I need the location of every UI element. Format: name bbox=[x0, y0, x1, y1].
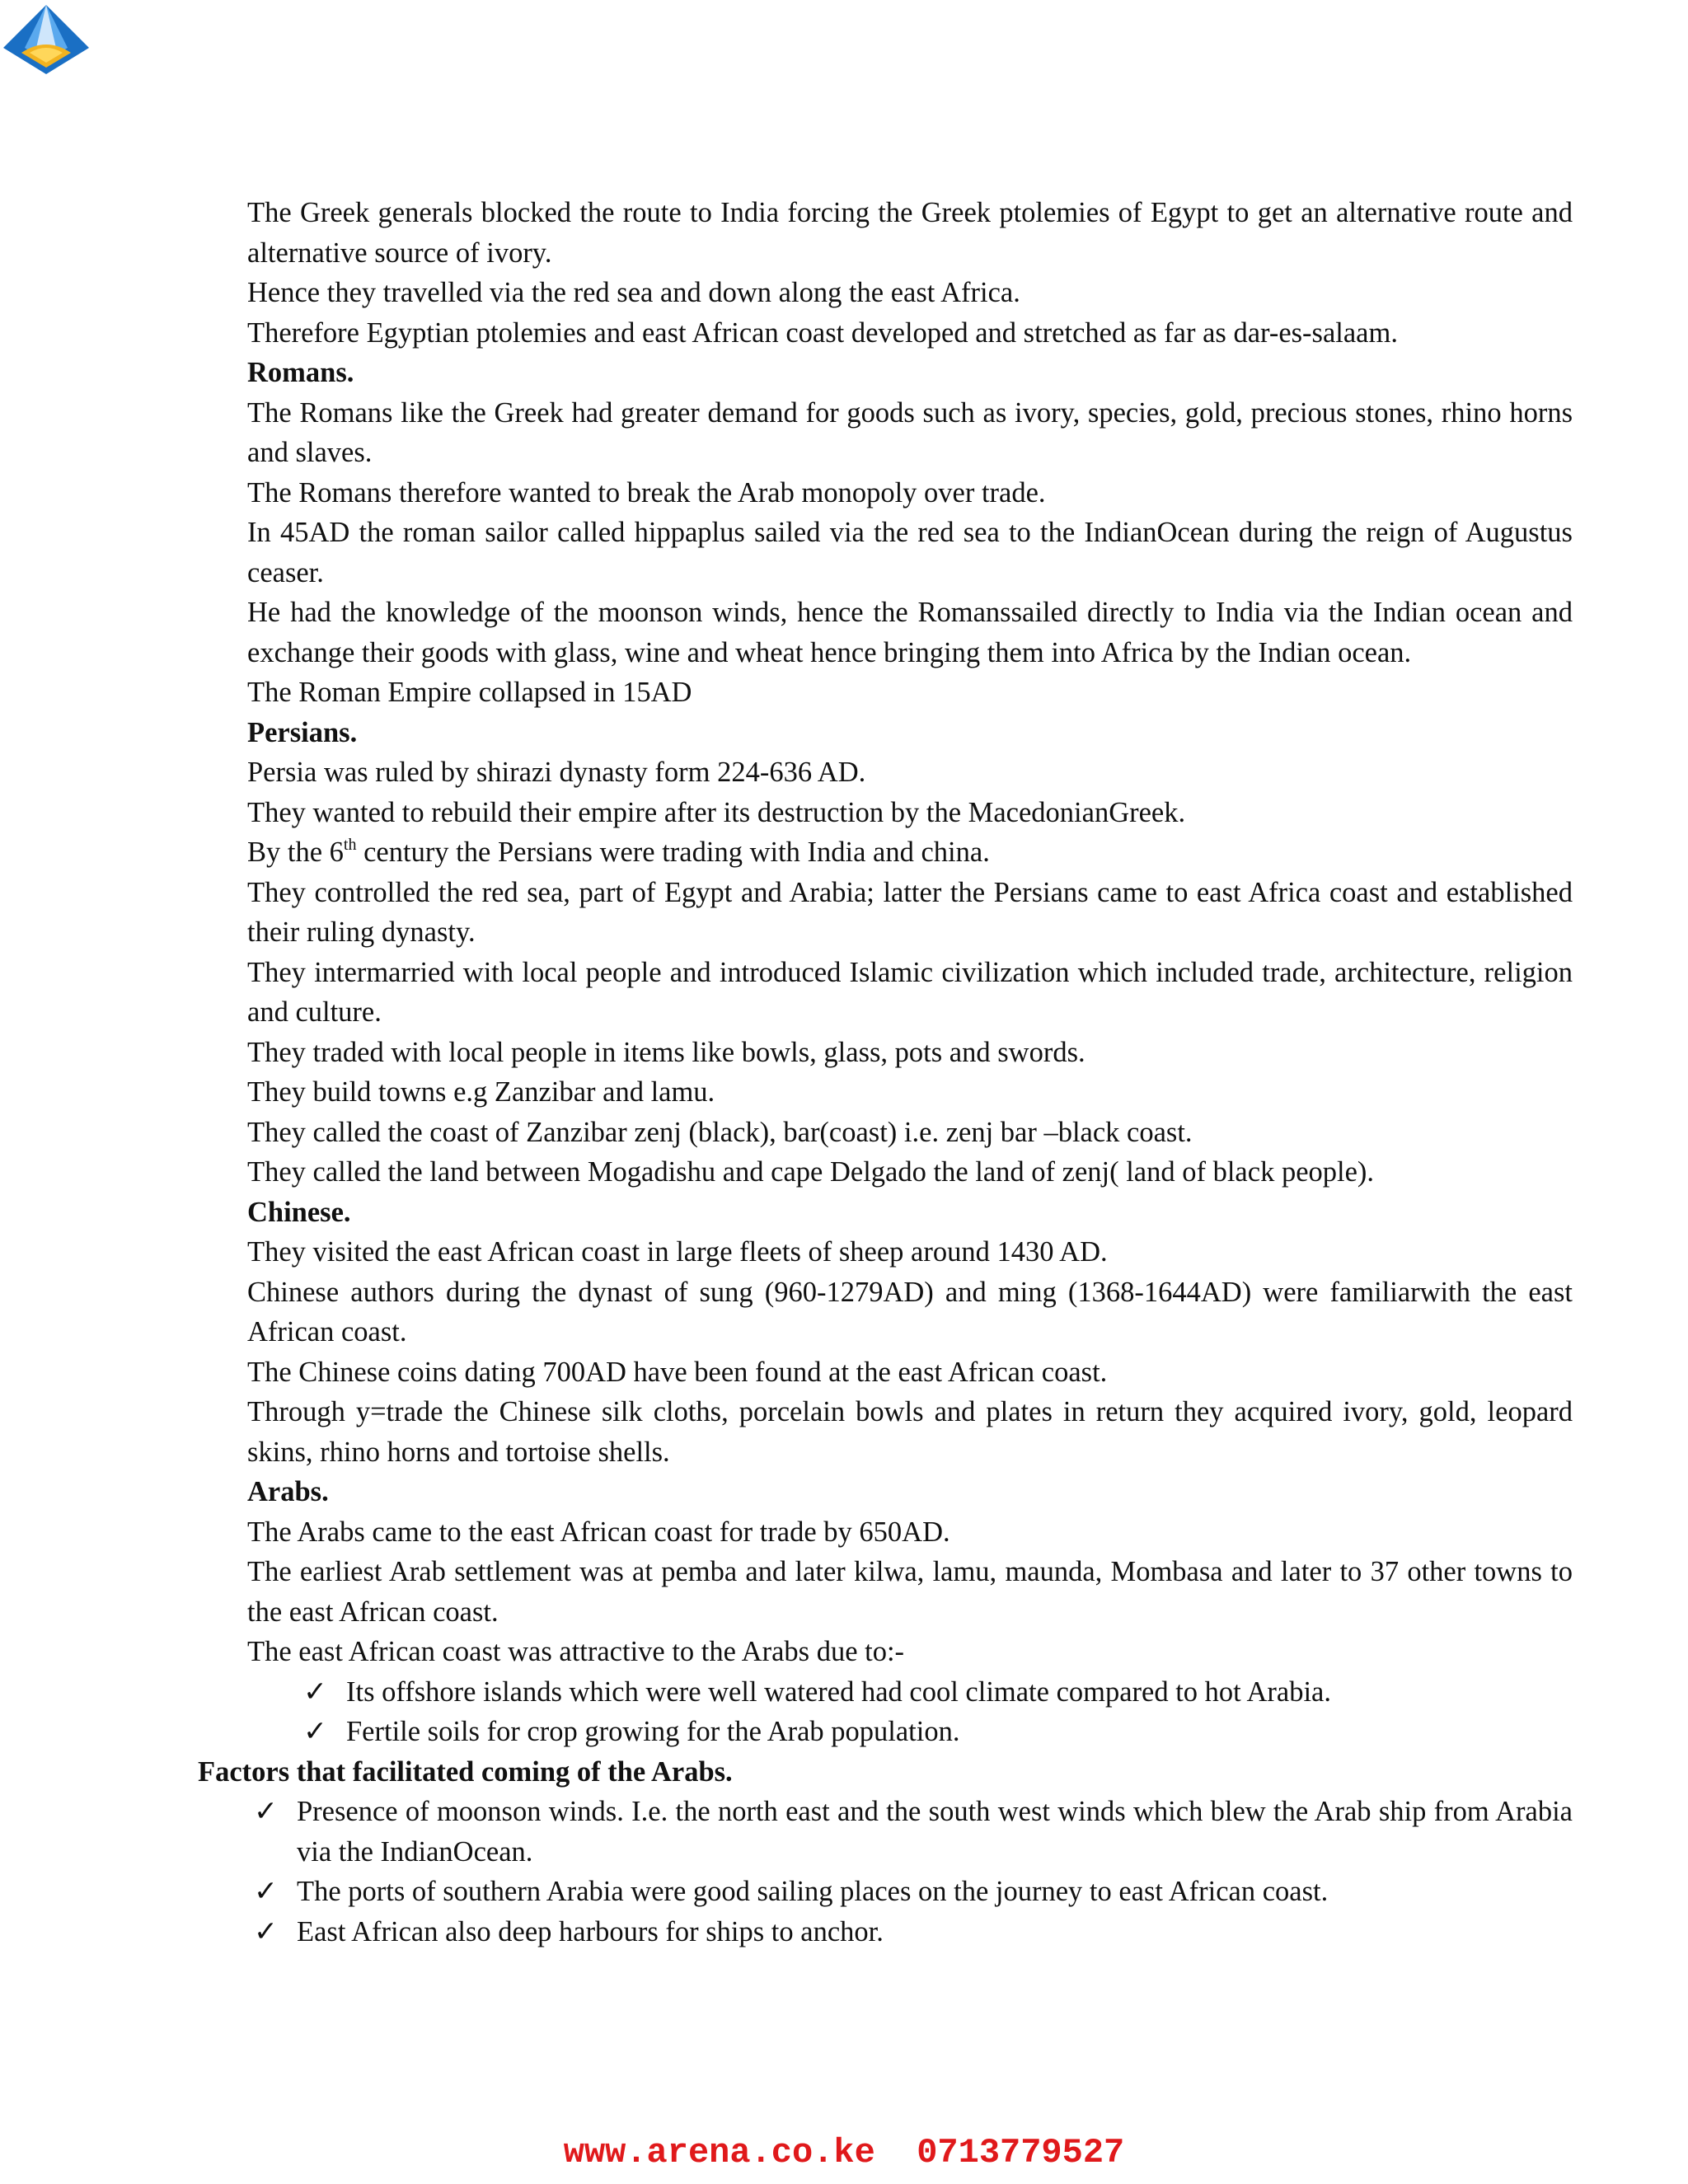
list-item-text: The ports of southern Arabia were good sailing places on the journey to east African coast. bbox=[297, 1876, 1329, 1907]
paragraph: The Greek generals blocked the route to India forcing the Greek ptolemies of Egypt to get an alternative route and alternative source of ivory. bbox=[247, 197, 1573, 269]
paragraph: The Romans therefore wanted to break the Arab monopoly over trade. bbox=[247, 476, 1046, 509]
superscript: th bbox=[343, 836, 357, 854]
paragraph: They called the coast of Zanzibar zenj (black), bar(coast) i.e. zenj bar –black coast. bbox=[247, 1116, 1193, 1148]
section-heading-factors: Factors that facilitated coming of the Arabs. bbox=[198, 1755, 733, 1788]
section-heading-romans: Romans. bbox=[247, 357, 354, 388]
paragraph: They wanted to rebuild their empire after its destruction by the MacedonianGreek. bbox=[247, 796, 1186, 828]
list-item bbox=[254, 1792, 1573, 1872]
list-item bbox=[254, 1872, 1573, 1912]
paragraph: In 45AD the roman sailor called hippaplus sailed via the red sea to the IndianOcean during the reign of Augustus ceaser. bbox=[247, 517, 1573, 588]
text-run: century the Persians were trading with India and china. bbox=[356, 837, 990, 868]
paragraph: They visited the east African coast in large fleets of sheep around 1430 AD. bbox=[247, 1236, 1108, 1268]
list-item bbox=[303, 1672, 1573, 1713]
paragraph: Hence they travelled via the red sea and down along the east Africa. bbox=[247, 277, 1020, 308]
check-mark-icon: ✓ bbox=[303, 1716, 327, 1747]
paragraph: They controlled the red sea, part of Egypt and Arabia; latter the Persians came to east Africa coast and established their ruling dynasty. bbox=[247, 876, 1573, 948]
paragraph: Therefore Egyptian ptolemies and east African coast developed and stretched as far as dar-es-salaam. bbox=[247, 316, 1398, 349]
paragraph: The earliest Arab settlement was at pemba and later kilwa, lamu, maunda, Mombasa and later to 37 other towns to the east African coast. bbox=[247, 1556, 1573, 1628]
paragraph: The Arabs came to the east African coast for trade by 650AD. bbox=[247, 1516, 950, 1548]
list-item-text: Fertile soils for crop growing for the Arab population. bbox=[346, 1716, 960, 1747]
list-item-text: East African also deep harbours for ships to anchor. bbox=[297, 1915, 884, 1947]
paragraph: They traded with local people in items like bowls, glass, pots and swords. bbox=[247, 1036, 1085, 1068]
check-mark-icon: ✓ bbox=[303, 1675, 327, 1708]
section-heading-persians: Persians. bbox=[247, 716, 358, 748]
list-item bbox=[303, 1712, 1573, 1752]
paragraph: Chinese authors during the dynast of sung (960-1279AD) and ming (1368-1644AD) were familiarwith the east African coast. bbox=[247, 1276, 1573, 1347]
checklist bbox=[247, 1672, 1573, 1752]
paragraph: Through y=trade the Chinese silk cloths, porcelain bowls and plates in return they acquired ivory, gold, leopard skins, rhino horns and tortoise shells. bbox=[247, 1396, 1573, 1468]
paragraph: The Romans like the Greek had greater demand for goods such as ivory, species, gold, precious stones, rhino horns and slaves. bbox=[247, 396, 1573, 468]
checklist bbox=[247, 1792, 1573, 1952]
document-body bbox=[198, 193, 1573, 1952]
paragraph bbox=[247, 832, 1573, 873]
check-mark-icon: ✓ bbox=[254, 1876, 278, 1907]
list-item-text: Its offshore islands which were well watered had cool climate compared to hot Arabia. bbox=[346, 1675, 1331, 1708]
paragraph: He had the knowledge of the moonson winds, hence the Romanssailed directly to India via the Indian ocean and exchange their goods with glass, wine and wheat hence bringing them into Africa by the Indian ocean. bbox=[247, 597, 1573, 668]
check-mark-icon: ✓ bbox=[254, 1796, 278, 1827]
footer-contact: www.arena.co.ke 0713779527 bbox=[563, 2133, 1125, 2172]
text-run: By the 6 bbox=[247, 837, 344, 868]
paragraph: They intermarried with local people and introduced Islamic civilization which included trade, architecture, religion and culture. bbox=[247, 956, 1573, 1028]
paragraph: Persia was ruled by shirazi dynasty form 224-636 AD. bbox=[247, 757, 866, 788]
paragraph: The Chinese coins dating 700AD have been found at the east African coast. bbox=[247, 1356, 1108, 1388]
list-item bbox=[254, 1912, 1573, 1952]
paragraph: The Roman Empire collapsed in 15AD bbox=[247, 677, 692, 708]
section-heading-chinese: Chinese. bbox=[247, 1196, 351, 1228]
arena-logo-icon bbox=[0, 0, 92, 76]
list-item-text: Presence of moonson winds. I.e. the north east and the south west winds which blew the Arab ship from Arabia via the IndianOcean. bbox=[297, 1796, 1573, 1868]
paragraph: They build towns e.g Zanzibar and lamu. bbox=[247, 1076, 715, 1108]
check-mark-icon: ✓ bbox=[254, 1915, 278, 1947]
paragraph: The east African coast was attractive to the Arabs due to:- bbox=[247, 1636, 905, 1667]
section-heading-arabs: Arabs. bbox=[247, 1476, 329, 1507]
paragraph: They called the land between Mogadishu and cape Delgado the land of zenj( land of black people). bbox=[247, 1156, 1375, 1188]
